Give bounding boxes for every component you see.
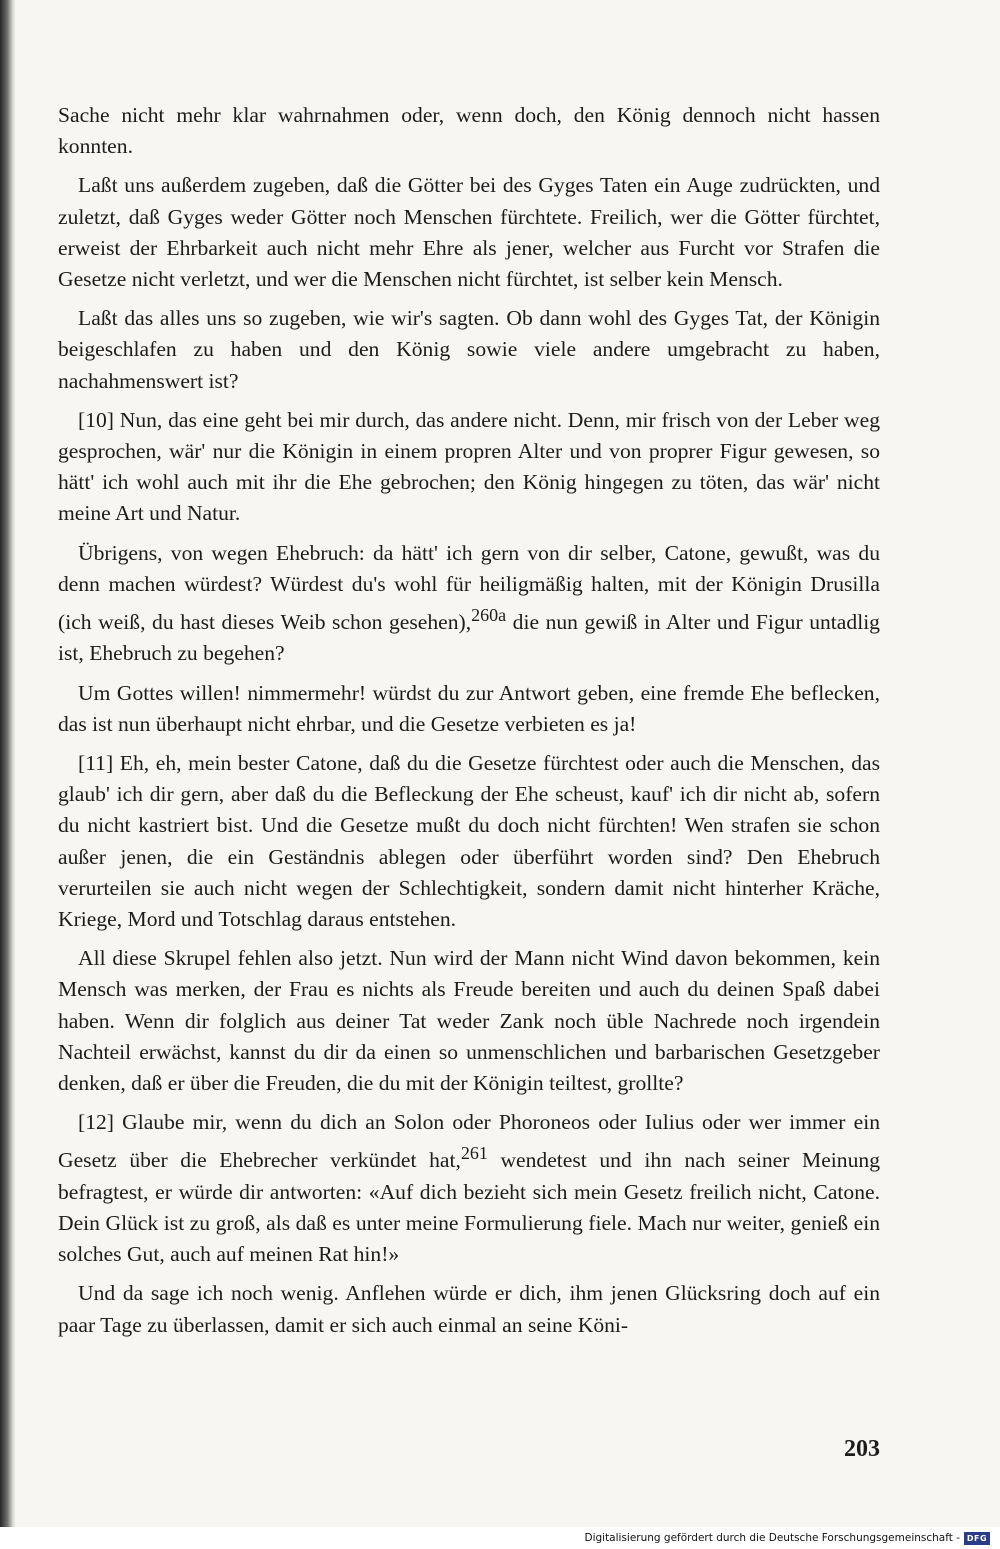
paragraph-9-tail: wendetest und ihn nach seiner Meinung befragtest, er würde dir antworten: «Auf dich bezieht sich mein Gesetz freilich nicht, Catone. Dein Glück ist zu groß, als daß es unter meine Formulierung fiele. Mach nur weiter, genieß ein solches Gut, auch auf meinen Rat hin!» [58,1148,880,1267]
paragraph-6: Um Gottes willen! nimmermehr! würdst du zur Antwort geben, eine fremde Ehe beflecken, das ist nun überhaupt nicht ehrbar, und die Gesetze verbieten es ja! [58,680,880,736]
paragraph-4: [10] Nun, das eine geht bei mir durch, das andere nicht. Denn, mir frisch von der Leber weg gesprochen, wär' nur die Königin in einem propren Alter und von proprer Figur gewesen, so hätt' ich wohl auch mit ihr die Ehe gebrochen; den König hingegen zu töten, das wär' nicht meine Art und Natur. [58,407,880,526]
paragraph-9 [58,1107,880,1270]
page-number: 203 [844,1436,880,1462]
paragraph-8: All diese Skrupel fehlen also jetzt. Nun wird der Mann nicht Wind davon bekommen, kein Mensch was merken, der Frau es nichts als Freude bereiten und auch du deinen Spaß dabei haben. Wenn dir folglich aus deiner Tat weder Zank noch üble Nachrede noch irgendein Nachteil erwächst, kannst du dir da einen so unmenschlichen und barbarischen Gesetzgeber denken, daß er über die Freuden, die du mit der Königin teiltest, grollte? [58,946,880,1096]
paragraph-9-text: [12] Glaube mir, wenn du dich an Solon oder Phoroneos oder Iulius oder wer immer ein Gesetz über die Ehebrecher verkündet hat, [58,1110,880,1173]
binding-shadow [0,0,16,1549]
paragraph-7: [11] Eh, eh, mein bester Catone, daß du die Gesetze fürchtest oder auch die Menschen, das glaub' ich dir gern, aber daß du die Befleckung der Ehe scheust, kauf' ich dir nicht ab, sofern du nicht kastriert bist. Und die Gesetze mußt du doch nicht fürchten! Wen strafen sie schon außer jenen, die ein Geständnis ablegen oder überführt worden sind? Den Ehebruch verurteilen sie auch nicht wegen der Schlechtigkeit, sondern damit nicht hinterher Kräche, Kriege, Mord und Totschlag daraus entstehen. [58,751,880,932]
paragraph-2: Laßt uns außerdem zugeben, daß die Götter bei des Gyges Taten ein Auge zudrückten, und zuletzt, daß Gyges weder Götter noch Menschen fürchtete. Freilich, wer die Götter fürchtet, erweist der Ehrbarkeit auch nicht mehr Ehre als jener, welcher aus Furcht vor Strafen die Gesetze nicht verletzt, und wer die Menschen nicht fürchtet, ist selber kein Mensch. [58,173,880,292]
paragraph-5-tail: die nun gewiß in Alter und Figur untadlig ist, Ehebruch zu begehen? [58,610,880,666]
dfg-logo: DFG [964,1532,990,1545]
paragraph-1: Sache nicht mehr klar wahrnahmen oder, wenn doch, den König dennoch nicht hassen konnten. [58,103,880,159]
paragraph-5 [58,538,880,670]
footnote-260a: 260a [471,605,507,626]
paragraph-3: Laßt das alles uns so zugeben, wie wir's sagten. Ob dann wohl des Gyges Tat, der Königin beigeschlafen zu haben und den König sowie viele andere umgebracht zu haben, nachahmenswert ist? [58,306,880,393]
footer-bar [0,1527,1000,1549]
body-text [58,100,880,1341]
footnote-261: 261 [460,1143,488,1164]
paragraph-5-text: Übrigens, von wegen Ehebruch: da hätt' ich gern von dir selber, Catone, gewußt, was du denn machen würdest? Würdest du's wohl für heiligmäßig halten, mit der Königin Drusilla (ich weiß, du hast dieses Weib schon gesehen), [58,540,880,635]
footer-credit: Digitalisierung gefördert durch die Deutsche Forschungsgemeinschaft - [584,1532,960,1544]
paragraph-10: Und da sage ich noch wenig. Anflehen würde er dich, ihm jenen Glücksring doch auf ein paar Tage zu überlassen, damit er sich auch einmal an seine Köni- [58,1281,880,1337]
